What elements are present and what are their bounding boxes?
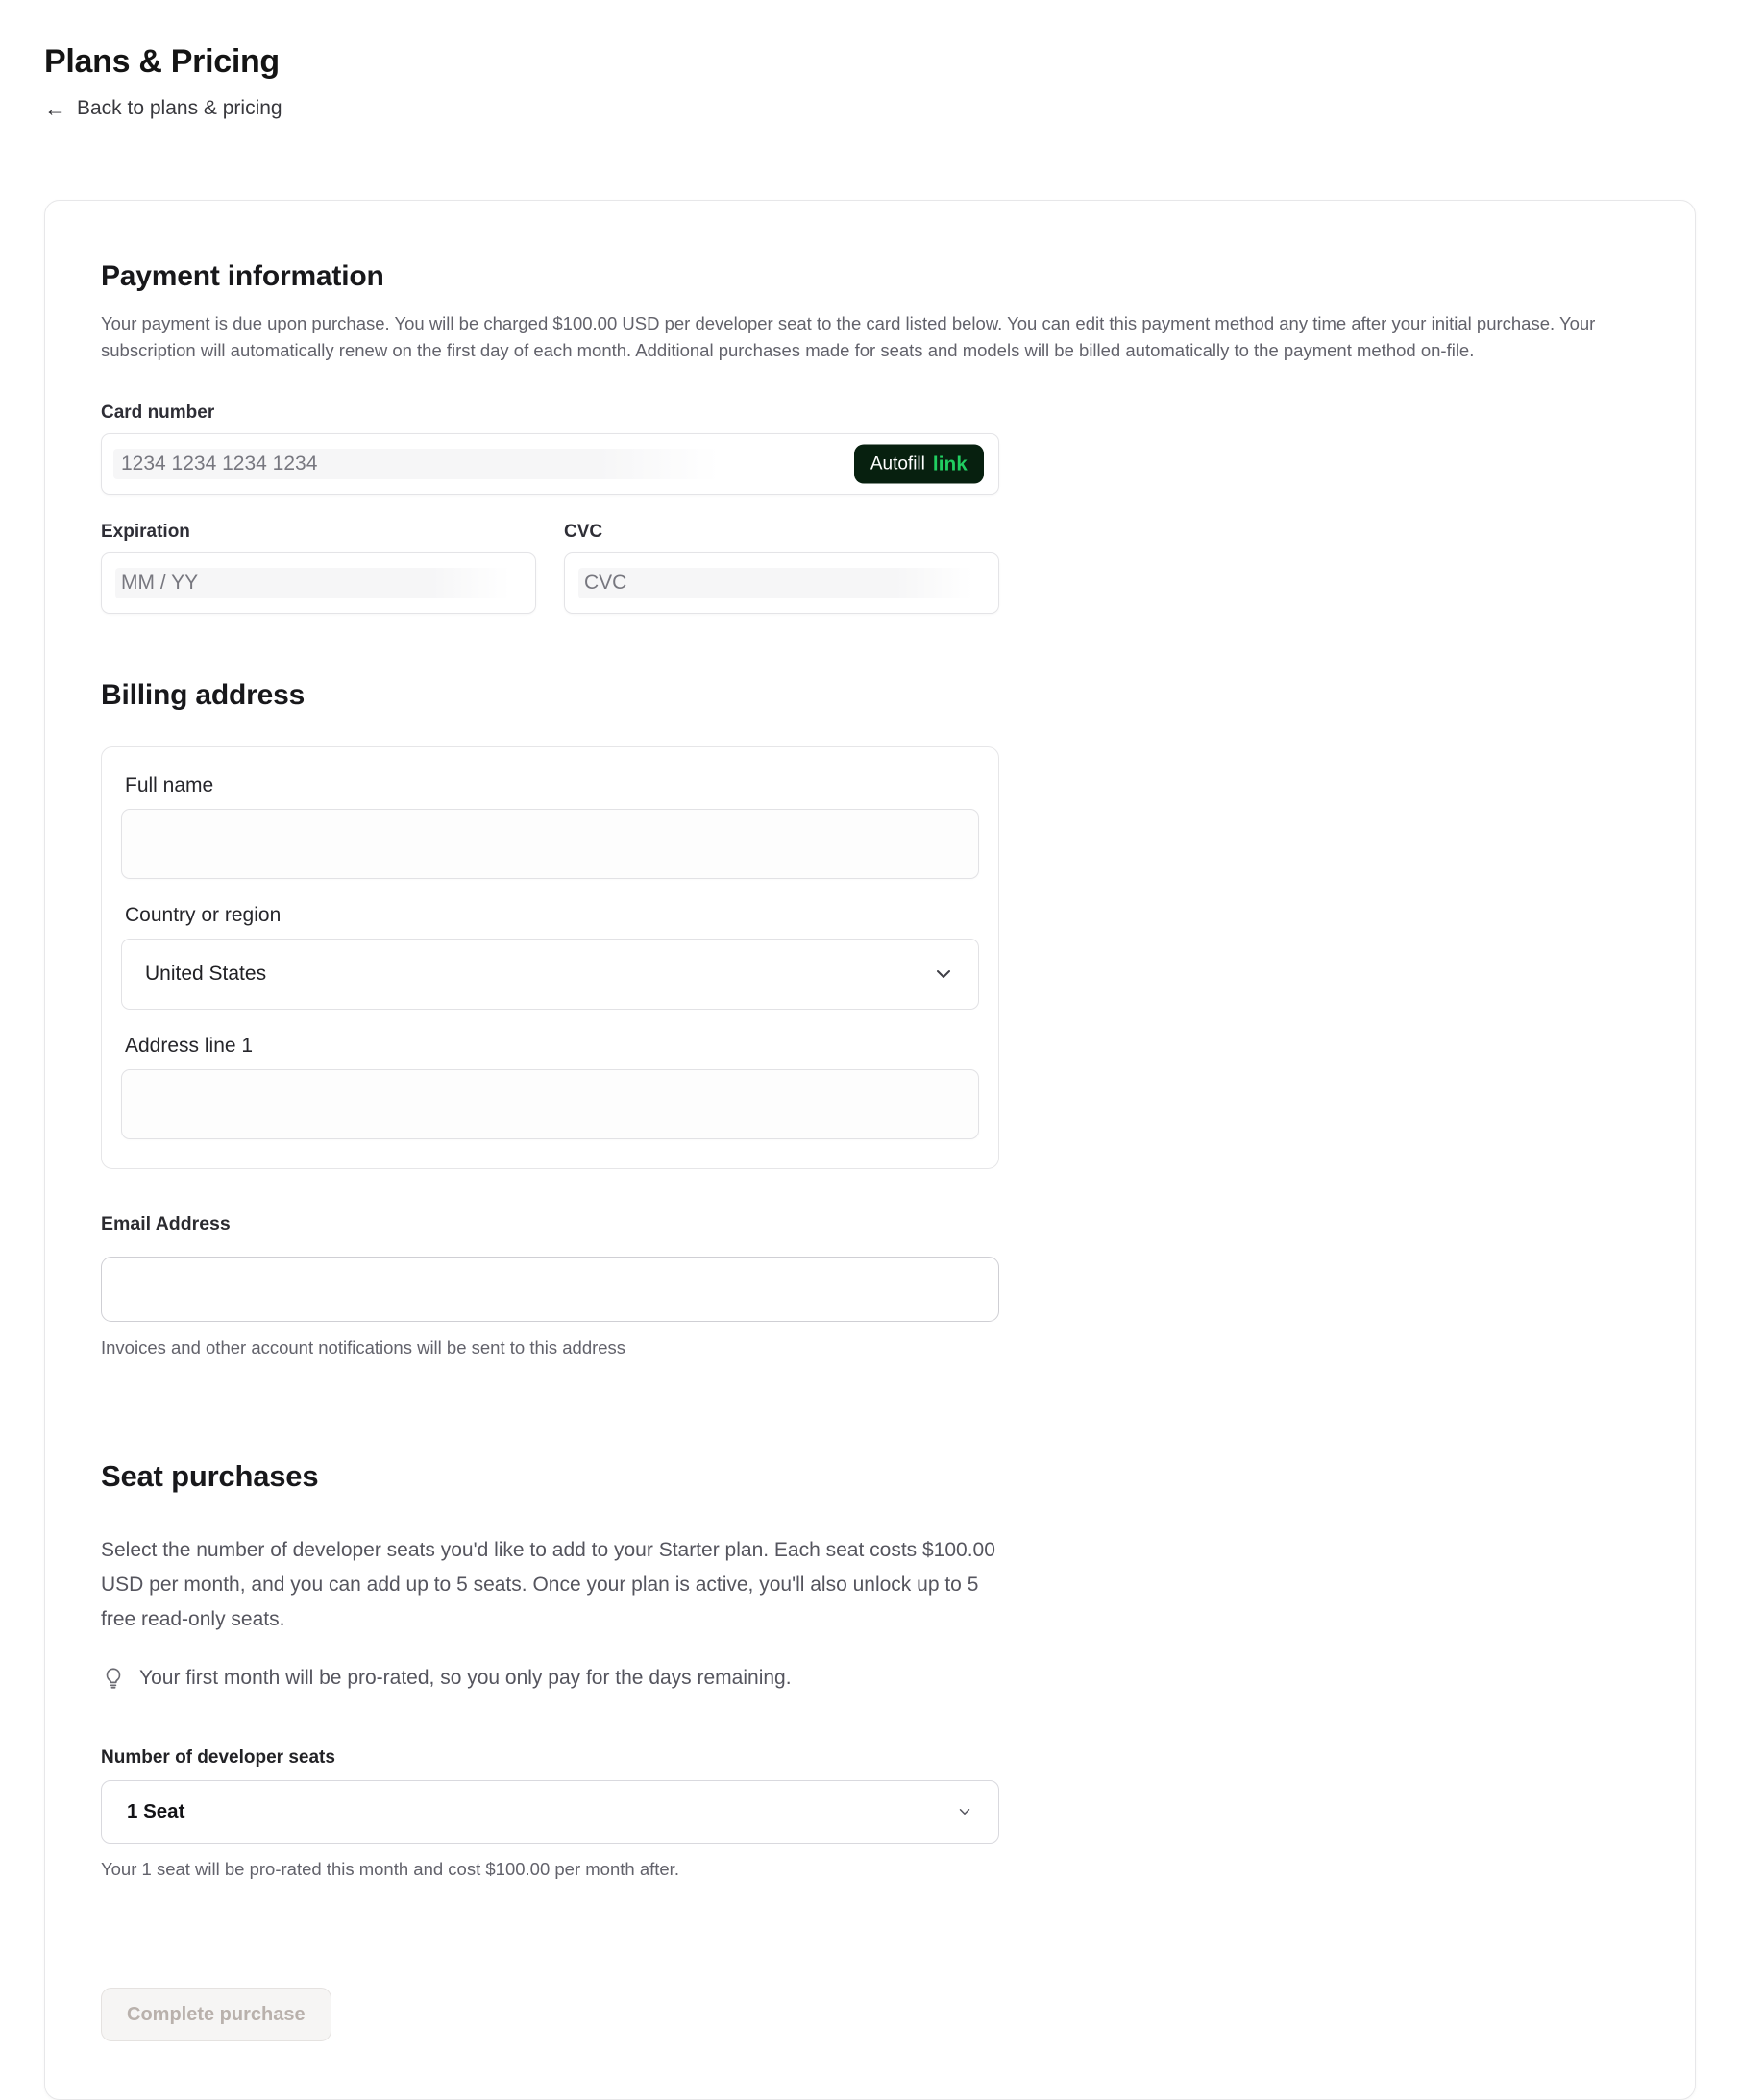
cta-row <box>101 1988 999 2041</box>
seat-count-label: Number of developer seats <box>101 1747 335 1768</box>
cvc-field-shell <box>564 552 999 614</box>
back-link-label: Back to plans & pricing <box>77 97 282 119</box>
country-select[interactable] <box>121 939 979 1010</box>
chevron-down-icon <box>932 963 955 986</box>
seat-proration-helper: Your 1 seat will be pro-rated this month and cost $100.00 per month after. <box>101 1859 679 1879</box>
payment-description: Your payment is due upon purchase. You will be charged $100.00 USD per developer seat to the card listed below. You can edit this payment method any time after your initial purchase. Your subscription will automatically renew on the first day of each month. Additional purchases made for seats and models will be billed automatically to the payment method on-file. <box>101 313 1596 360</box>
back-link[interactable] <box>44 94 282 123</box>
proration-tip-text: Your first month will be pro-rated, so you only pay for the days remaining. <box>139 1667 792 1689</box>
billing-address-panel <box>101 746 999 1169</box>
payment-form <box>101 403 999 2041</box>
email-address-input[interactable] <box>101 1257 999 1322</box>
back-arrow-icon: ← <box>44 96 66 121</box>
expiration-input[interactable] <box>102 553 535 613</box>
lightbulb-icon <box>101 1666 126 1699</box>
expiration-cvc-row <box>101 552 999 614</box>
address-line1-input[interactable] <box>121 1069 979 1139</box>
email-helper-text: Invoices and other account notifications will be sent to this address <box>101 1337 626 1357</box>
proration-tip <box>101 1664 999 1699</box>
card-number-label: Card number <box>101 403 215 423</box>
seat-purchases-heading: Seat purchases <box>101 1459 319 1493</box>
expiration-field-shell <box>101 552 536 614</box>
country-select-value: United States <box>145 963 267 985</box>
email-address-label: Email Address <box>101 1213 231 1234</box>
autofill-label: Autofill <box>870 453 925 474</box>
purchase-card <box>44 200 1696 2100</box>
seat-count-select[interactable] <box>101 1780 999 1844</box>
payment-information-heading: Payment information <box>101 260 384 292</box>
cvc-input[interactable] <box>565 553 998 613</box>
seat-count-value: 1 Seat <box>127 1800 185 1822</box>
page-title: Plans & Pricing <box>44 43 280 80</box>
address-line1-label: Address line 1 <box>125 1035 254 1057</box>
full-name-label: Full name <box>125 774 214 796</box>
complete-purchase-button[interactable]: Complete purchase <box>101 1988 331 2041</box>
expiration-label: Expiration <box>101 522 190 542</box>
billing-address-heading: Billing address <box>101 679 306 711</box>
autofill-link-button[interactable] <box>854 445 984 484</box>
card-number-field-shell <box>101 433 999 495</box>
chevron-down-icon <box>956 1803 973 1820</box>
seat-purchases-description: Select the number of developer seats you'd like to add to your Starter plan. Each seat costs $100.00 USD per month, and you can add up to 5 seats. Once your plan is active, you'll also unlock up to 5 free read-only seats. <box>101 1539 995 1630</box>
link-brand-logo: link <box>932 452 968 475</box>
expiration-cvc-labels <box>101 495 999 552</box>
cvc-label: CVC <box>564 522 603 542</box>
country-label: Country or region <box>125 904 282 926</box>
full-name-input[interactable] <box>121 809 979 879</box>
